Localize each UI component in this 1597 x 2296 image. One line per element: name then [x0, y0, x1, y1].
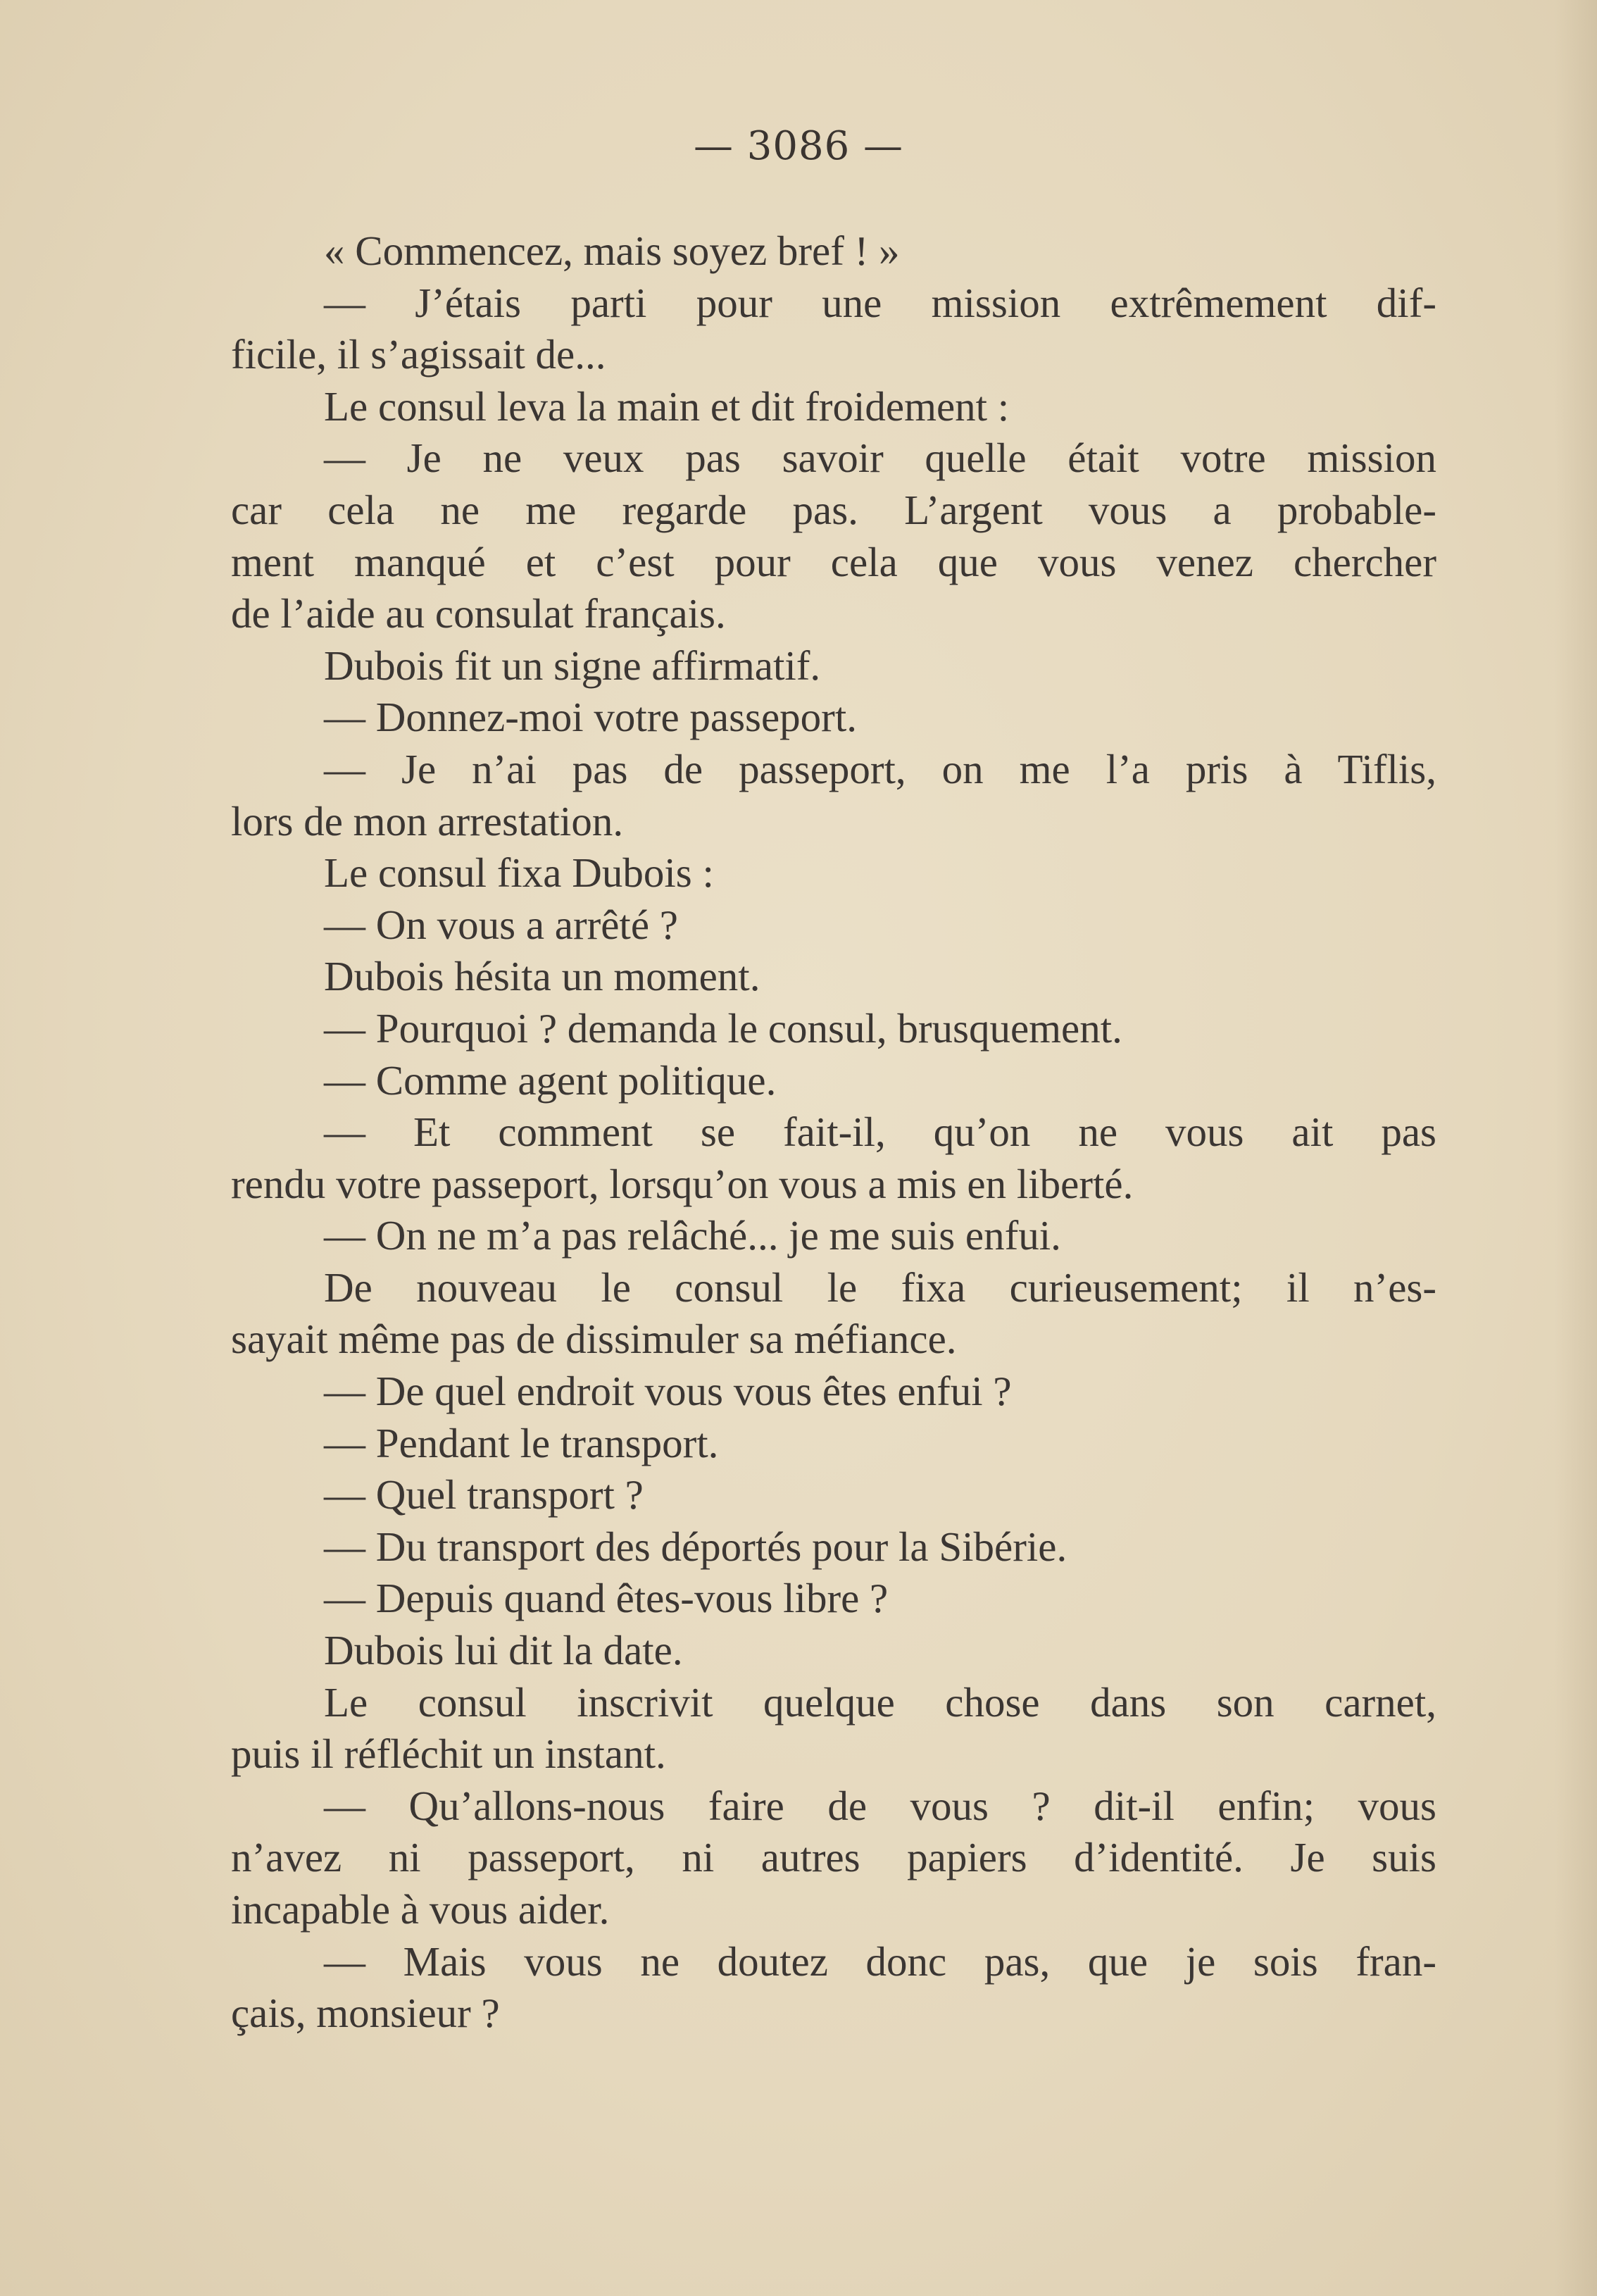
text-line: — Pendant le transport. [324, 1419, 719, 1466]
text-line: ficile, il s’agissait de... [231, 331, 606, 378]
text-line: — Mais vous ne doutez donc pas, que je sois fran- [324, 1938, 1436, 1985]
text-line: — Pourquoi ? demanda le consul, brusquement. [324, 1004, 1122, 1052]
text-line: — Je ne veux pas savoir quelle était votre mission [324, 435, 1436, 482]
text-line: Le consul leva la main et dit froidement : [324, 382, 1010, 430]
text-line: puis il réfléchit un instant. [231, 1730, 666, 1778]
text-line: — Depuis quand êtes-vous libre ? [324, 1575, 889, 1622]
text-line: — Et comment se fait-il, qu’on ne vous ait pas [324, 1109, 1436, 1156]
text-line: Dubois hésita un moment. [324, 953, 760, 1000]
text-line: — Donnez-moi votre passeport. [324, 694, 857, 741]
text-line: sayait même pas de dissimuler sa méfiance. [231, 1316, 957, 1363]
text-line: Dubois fit un signe affirmatif. [324, 642, 821, 689]
text-line: De nouveau le consul le fixa curieusement; il n’es- [324, 1264, 1436, 1311]
text-line: — J’étais parti pour une mission extrêmement dif- [324, 279, 1436, 326]
text-line: incapable à vous aider. [231, 1886, 610, 1933]
text-line: « Commencez, mais soyez bref ! » [324, 227, 900, 274]
text-line: Le consul fixa Dubois : [324, 849, 714, 897]
text-line: — Je n’ai pas de passeport, on me l’a pris à Tiflis, [324, 745, 1436, 792]
page-edge-shadow [1555, 0, 1597, 2296]
text-line: lors de mon arrestation. [231, 797, 624, 844]
text-line: — On ne m’a pas relâché... je me suis enfui. [324, 1212, 1061, 1259]
text-line: çais, monsieur ? [231, 1990, 500, 2037]
text-line: de l’aide au consulat français. [231, 590, 726, 637]
page-number: — 3086 — [693, 123, 904, 169]
text-line: n’avez ni passeport, ni autres papiers d’identité. Je suis [231, 1834, 1436, 1881]
text-line: — Quel transport ? [324, 1471, 644, 1518]
text-line: Dubois lui dit la date. [324, 1627, 683, 1674]
text-line: — De quel endroit vous vous êtes enfui ? [324, 1368, 1012, 1415]
text-line: Le consul inscrivit quelque chose dans son carnet, [324, 1678, 1436, 1726]
text-line: rendu votre passeport, lorsqu’on vous a mis en liberté. [231, 1160, 1134, 1207]
text-line: — Du transport des déportés pour la Sibérie. [324, 1523, 1067, 1570]
text-line: — Comme agent politique. [324, 1056, 777, 1104]
text-line: — On vous a arrêté ? [324, 901, 678, 948]
text-line: ment manqué et c’est pour cela que vous venez chercher [231, 538, 1436, 585]
body-text [231, 225, 1436, 2040]
text-line: car cela ne me regarde pas. L’argent vous a probable- [231, 486, 1436, 533]
text-line: — Qu’allons-nous faire de vous ? dit-il enfin; vous [324, 1782, 1436, 1829]
